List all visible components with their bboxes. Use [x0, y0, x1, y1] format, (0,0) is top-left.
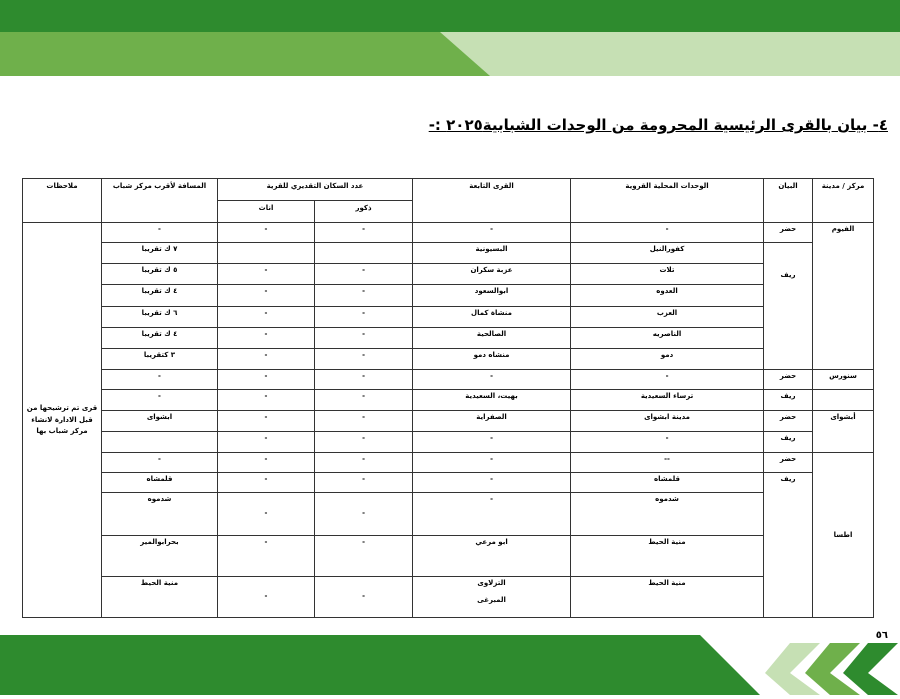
males-cell: -	[315, 306, 413, 327]
distance-cell: ابشواى	[102, 411, 218, 432]
table-row	[23, 369, 874, 389]
footer-decoration	[0, 635, 900, 695]
header-center: مركز / مدينة	[813, 179, 874, 223]
unit-cell: العزب	[571, 306, 764, 327]
village-line-1: التزلاوى	[477, 578, 506, 587]
table-row	[23, 411, 874, 432]
village-cell: الصفراية	[413, 411, 571, 432]
type-cell: ريف	[764, 432, 813, 453]
table-row	[23, 306, 874, 327]
table-row	[23, 348, 874, 369]
unit-cell: ترساء السعيدية	[571, 389, 764, 410]
females-cell: -	[218, 285, 315, 306]
unit-cell: منية الحيط	[571, 576, 764, 617]
distance-cell: بحرابوالمير	[102, 535, 218, 576]
males-cell: -	[315, 411, 413, 432]
type-cell: ريف	[764, 389, 813, 410]
table-row	[23, 285, 874, 306]
table-row	[23, 453, 874, 473]
distance-cell: قلمشاه	[102, 473, 218, 493]
distance-cell: ٧ ك تقريبا	[102, 243, 218, 264]
males-cell: -	[315, 264, 413, 285]
males-cell: -	[315, 576, 413, 617]
table-row	[23, 535, 874, 576]
table-row	[23, 493, 874, 535]
females-cell	[218, 243, 315, 264]
males-cell: -	[315, 453, 413, 473]
table-row	[23, 264, 874, 285]
unit-cell: قلمشاه	[571, 473, 764, 493]
type-cell: حضر	[764, 453, 813, 473]
page-number: ٥٦	[875, 630, 888, 641]
males-cell: -	[315, 432, 413, 453]
females-cell: -	[218, 473, 315, 493]
type-cell: ريف	[764, 243, 813, 370]
village-cell: -	[413, 493, 571, 535]
distance-cell	[102, 432, 218, 453]
unit-cell: كفورالنيل	[571, 243, 764, 264]
header-decoration	[0, 32, 900, 76]
village-cell: عزبة سكران	[413, 264, 571, 285]
unit-cell: --	[571, 453, 764, 473]
females-cell: -	[218, 432, 315, 453]
village-cell	[413, 576, 571, 617]
females-cell: -	[218, 411, 315, 432]
unit-cell: -	[571, 432, 764, 453]
distance-cell: -	[102, 369, 218, 389]
unit-cell: منية الحيط	[571, 535, 764, 576]
center-cell: اطسا	[813, 453, 874, 618]
table-row	[23, 576, 874, 617]
distance-cell: شدموه	[102, 493, 218, 535]
unit-cell: دمو	[571, 348, 764, 369]
females-cell: -	[218, 264, 315, 285]
males-cell: -	[315, 535, 413, 576]
header-type: البيان	[764, 179, 813, 223]
unit-cell: -	[571, 369, 764, 389]
distance-cell: ٤ ك تقريبا	[102, 285, 218, 306]
header-population: عدد السكان التقديري للقرية	[218, 179, 413, 201]
village-line-2: المبرغى	[477, 595, 506, 604]
header-units: الوحدات المحلية القروية	[571, 179, 764, 223]
village-cell: ابو مرعي	[413, 535, 571, 576]
header-distance: المسافة لأقرب مركز شباب	[102, 179, 218, 223]
village-cell: ابوالسعود	[413, 285, 571, 306]
females-cell: -	[218, 576, 315, 617]
village-cell: الصالحية	[413, 327, 571, 348]
header-females: اناث	[218, 201, 315, 223]
unit-cell: -	[571, 223, 764, 243]
table-row	[23, 327, 874, 348]
table-row	[23, 432, 874, 453]
unit-cell: الناصريه	[571, 327, 764, 348]
header-males: ذكور	[315, 201, 413, 223]
distance-cell: ٥ ك تقريبا	[102, 264, 218, 285]
males-cell: -	[315, 473, 413, 493]
type-cell: حضر	[764, 369, 813, 389]
center-cell: أبشواى	[813, 411, 874, 453]
males-cell: -	[315, 493, 413, 535]
distance-cell: -	[102, 223, 218, 243]
females-cell: -	[218, 348, 315, 369]
distance-cell: -	[102, 453, 218, 473]
females-cell: -	[218, 493, 315, 535]
table-row	[23, 473, 874, 493]
distance-cell: ٦ ك تقريبا	[102, 306, 218, 327]
males-cell: -	[315, 348, 413, 369]
distance-cell: منية الحيط	[102, 576, 218, 617]
males-cell: -	[315, 369, 413, 389]
center-cell: سنورس	[813, 369, 874, 389]
village-cell: منشاة كمال	[413, 306, 571, 327]
notes-cell: قرى تم ترشيحها من قبل الادارة لانشاء مركز شباب بها	[23, 223, 102, 618]
header-notes: ملاحظات	[23, 179, 102, 223]
unit-cell: مدينة ابشواى	[571, 411, 764, 432]
males-cell: -	[315, 327, 413, 348]
males-cell: -	[315, 285, 413, 306]
females-cell: -	[218, 389, 315, 410]
type-cell: حضر	[764, 411, 813, 432]
page-title: ٤- بيان بالقرى الرئيسية المحرومة من الوحدات الشبابية٢٠٢٥ :-	[428, 116, 888, 134]
header-top-bar	[0, 0, 900, 32]
males-cell	[315, 243, 413, 264]
distance-cell: ٤ ك تقريبا	[102, 327, 218, 348]
table-row	[23, 243, 874, 264]
females-cell: -	[218, 535, 315, 576]
females-cell: -	[218, 327, 315, 348]
header-villages: القرى التابعة	[413, 179, 571, 223]
unit-cell: تلات	[571, 264, 764, 285]
village-cell: -	[413, 223, 571, 243]
table-row	[23, 223, 874, 243]
males-cell: -	[315, 223, 413, 243]
villages-table	[22, 178, 874, 618]
table-row	[23, 389, 874, 410]
type-cell: حضر	[764, 223, 813, 243]
distance-cell: ٣ كتقريبا	[102, 348, 218, 369]
village-cell: -	[413, 432, 571, 453]
type-cell: ريف	[764, 473, 813, 618]
females-cell: -	[218, 223, 315, 243]
unit-cell: شدموه	[571, 493, 764, 535]
village-cell: -	[413, 453, 571, 473]
center-cell-empty	[813, 389, 874, 410]
females-cell: -	[218, 453, 315, 473]
unit-cell: العدوه	[571, 285, 764, 306]
center-cell: الفيوم	[813, 223, 874, 370]
village-cell: البسيونية	[413, 243, 571, 264]
village-cell: -	[413, 473, 571, 493]
distance-cell: -	[102, 389, 218, 410]
village-cell: -	[413, 369, 571, 389]
males-cell: -	[315, 389, 413, 410]
village-cell: بهيت، السعيدية	[413, 389, 571, 410]
females-cell: -	[218, 306, 315, 327]
females-cell: -	[218, 369, 315, 389]
village-cell: منشاه دمو	[413, 348, 571, 369]
